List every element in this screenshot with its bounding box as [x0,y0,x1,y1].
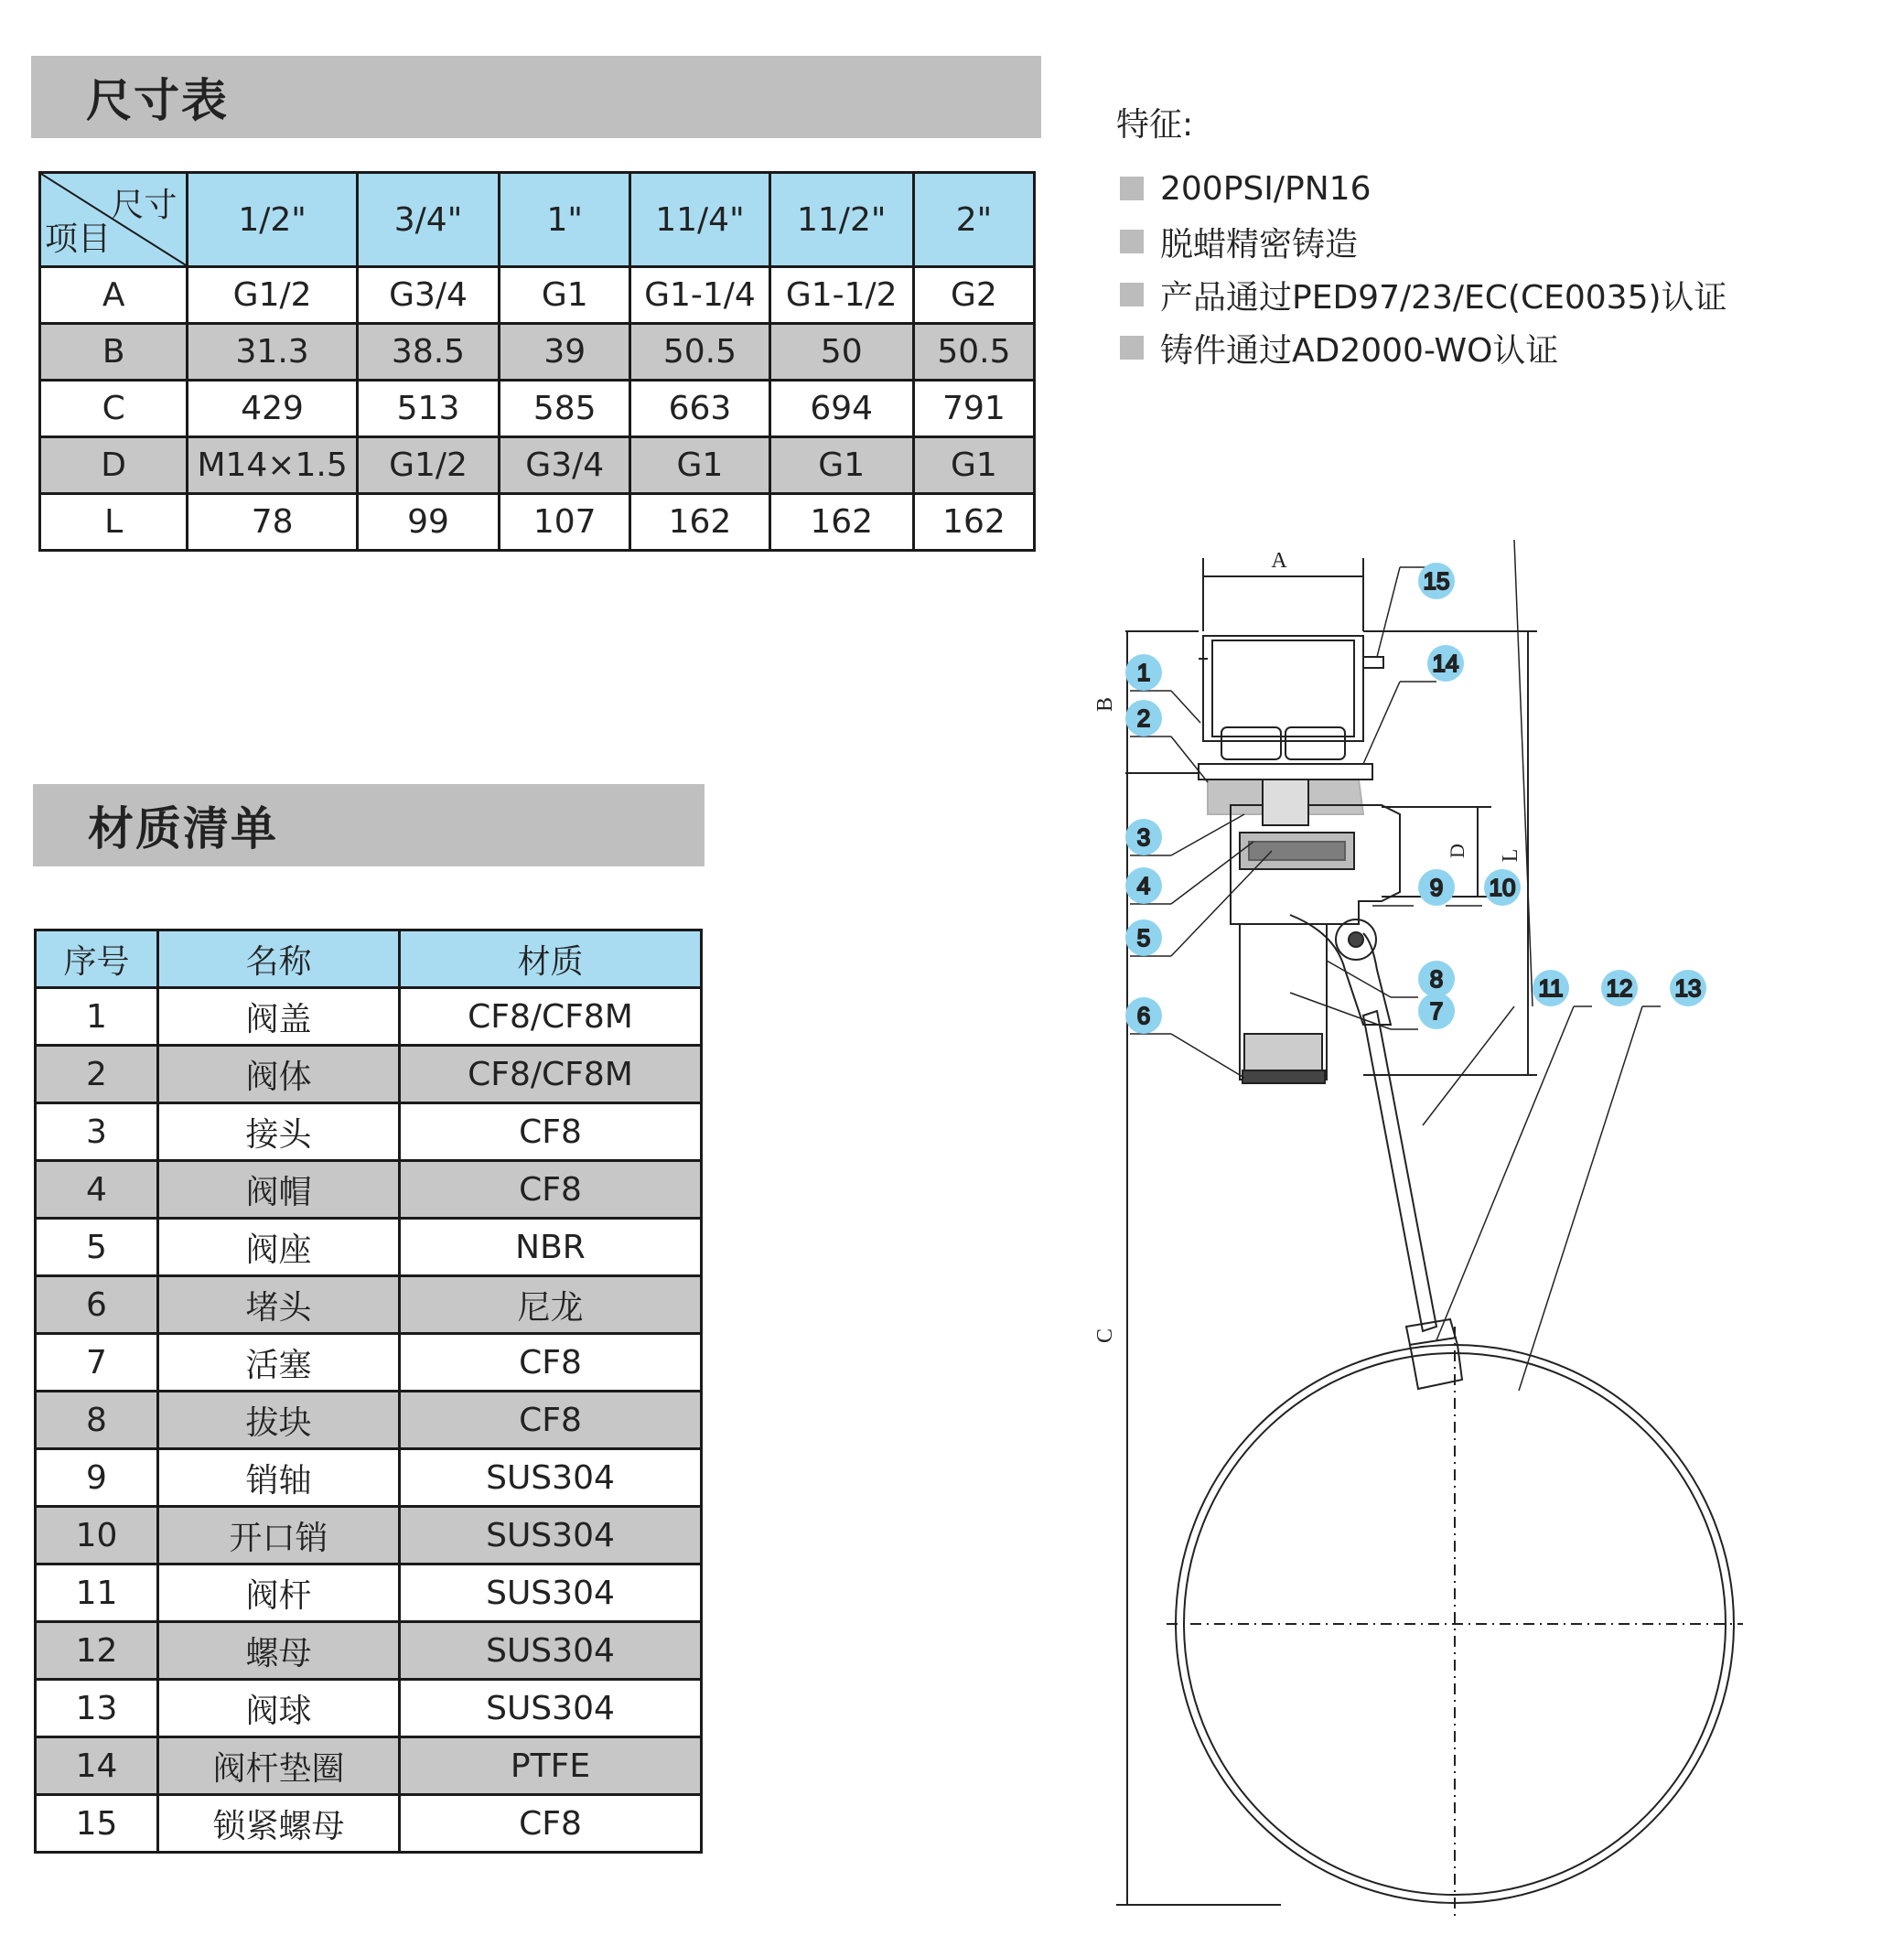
callout-1 [1125,654,1162,691]
table-cell: G1 [769,437,913,494]
table-cell: G1 [630,437,769,494]
table-cell: NBR [400,1219,702,1276]
table-cell: 15 [36,1795,158,1853]
row-label: A [40,267,188,324]
svg-text:2: 2 [1136,704,1151,732]
table-cell: 1 [36,988,158,1046]
svg-text:13: 13 [1674,974,1702,1002]
table-cell: 阀盖 [158,988,400,1046]
table-row [40,267,1035,324]
size-header: 2" [913,173,1034,267]
callout-8 [1418,961,1455,997]
table-cell: 尼龙 [400,1276,702,1334]
table-cell: 429 [188,381,358,437]
table-row [36,1737,702,1795]
table-cell: M14×1.5 [188,437,358,494]
column-header: 序号 [36,930,158,988]
table-cell: SUS304 [400,1564,702,1622]
table-row [36,1161,702,1219]
table-row [36,988,702,1046]
table-cell: 堵头 [158,1276,400,1334]
table-cell: G3/4 [500,437,630,494]
table-cell: G1-1/2 [769,267,913,324]
square-bullet-icon [1120,336,1144,360]
dimension-table-header [31,56,1041,138]
svg-text:14: 14 [1432,650,1459,677]
float-valve-drawing [1061,540,1793,1921]
size-header: 11/4" [630,173,769,267]
svg-text:5: 5 [1136,924,1151,951]
table-row [36,1276,702,1334]
table-cell: 38.5 [357,324,499,381]
row-label: D [40,437,188,494]
size-header: 1" [500,173,630,267]
svg-text:3: 3 [1136,823,1151,851]
table-cell: 791 [913,381,1034,437]
table-cell: G1-1/4 [630,267,769,324]
table-cell: 活塞 [158,1334,400,1392]
materials-table-title: 材质清单 [88,802,278,855]
table-cell: 6 [36,1276,158,1334]
callout-12 [1601,970,1638,1006]
size-header: 11/2" [769,173,913,267]
callout-6 [1125,997,1162,1034]
table-cell: 50.5 [913,324,1034,381]
feature-item [1116,321,1727,374]
table-cell: 锁紧螺母 [158,1795,400,1853]
lever-block-shape [1290,915,1391,1025]
dim-label-c: C [1093,1328,1117,1344]
table-cell: G1/2 [188,267,358,324]
table-cell: 阀体 [158,1046,400,1103]
table-row [36,1795,702,1853]
dim-label-d: D [1446,844,1468,858]
table-row [36,1622,702,1680]
table-cell: 99 [357,494,499,551]
table-row [40,437,1035,494]
table-cell: 14 [36,1737,158,1795]
table-row [36,1449,702,1507]
callout-2 [1125,700,1162,736]
features-title: 特征: [1116,106,1194,144]
table-row [36,1392,702,1449]
table-cell: CF8/CF8M [400,988,702,1046]
table-row [36,1046,702,1103]
corner-item-label: 项目 [45,220,112,258]
valve-cap-shape [1203,636,1363,741]
feature-item [1116,215,1727,268]
feature-item [1116,268,1727,321]
table-cell: G3/4 [357,267,499,324]
table-row [40,381,1035,437]
table-cell: G1 [913,437,1034,494]
table-cell: 107 [500,494,630,551]
table-cell: 5 [36,1219,158,1276]
table-cell: 663 [630,381,769,437]
table-cell: 8 [36,1392,158,1449]
table-cell: SUS304 [400,1622,702,1680]
table-cell: 694 [769,381,913,437]
dim-label-a: A [1271,549,1287,573]
svg-text:12: 12 [1606,974,1633,1002]
svg-text:1: 1 [1136,659,1151,686]
callout-15 [1418,563,1455,599]
size-header: 3/4" [357,173,499,267]
callout-14 [1427,645,1464,682]
column-header: 名称 [158,930,400,988]
dimension-table-title: 尺寸表 [86,74,229,127]
table-cell: 39 [500,324,630,381]
table-cell: 162 [913,494,1034,551]
table-cell: 78 [188,494,358,551]
dim-label-b: B [1093,696,1117,713]
table-cell: 11 [36,1564,158,1622]
valve-rod-shape [1363,1011,1436,1331]
table-cell: CF8/CF8M [400,1046,702,1103]
feature-text: 200PSI/PN16 [1160,169,1372,208]
materials-table-header [33,784,705,866]
table-cell: 阀座 [158,1219,400,1276]
callout-11 [1533,970,1569,1006]
table-row [36,1680,702,1737]
svg-text:8: 8 [1429,965,1444,993]
corner-header-cell [40,173,188,267]
table-cell: 2 [36,1046,158,1103]
row-label: L [40,494,188,551]
table-cell: 3 [36,1103,158,1161]
features-list [1116,99,1727,374]
table-cell: 开口销 [158,1507,400,1564]
feature-text: 脱蜡精密铸造 [1160,225,1359,263]
table-cell: CF8 [400,1103,702,1161]
materials-table [34,929,703,1854]
table-cell: SUS304 [400,1449,702,1507]
feature-item [1116,162,1727,215]
callout-5 [1125,919,1162,956]
svg-text:11: 11 [1538,974,1564,1002]
table-cell: 162 [630,494,769,551]
callout-9 [1418,869,1455,906]
corner-size-label: 尺寸 [111,187,177,224]
table-cell: CF8 [400,1795,702,1853]
table-cell: SUS304 [400,1507,702,1564]
table-cell: 162 [769,494,913,551]
square-bullet-icon [1120,230,1144,253]
table-cell: 销轴 [158,1449,400,1507]
table-cell: 585 [500,381,630,437]
table-cell: CF8 [400,1334,702,1392]
flange-shape [1199,764,1372,779]
table-cell: 10 [36,1507,158,1564]
table-row [36,1103,702,1161]
svg-text:10: 10 [1489,874,1516,901]
table-cell: CF8 [400,1161,702,1219]
table-cell: 接头 [158,1103,400,1161]
callout-10 [1484,869,1521,906]
table-cell: G1 [500,267,630,324]
table-cell: 13 [36,1680,158,1737]
table-cell: 9 [36,1449,158,1507]
table-row [40,494,1035,551]
column-header: 材质 [400,930,702,988]
table-cell: SUS304 [400,1680,702,1737]
table-row [36,1507,702,1564]
svg-text:15: 15 [1423,567,1450,595]
table-cell: G1/2 [357,437,499,494]
table-cell: 50 [769,324,913,381]
table-cell: G2 [913,267,1034,324]
table-cell: 阀球 [158,1680,400,1737]
lock-nut-shape [1221,727,1281,759]
table-cell: 7 [36,1334,158,1392]
dim-label-l: L [1499,848,1522,863]
table-cell: PTFE [400,1737,702,1795]
table-row [36,1219,702,1276]
svg-text:6: 6 [1136,1002,1151,1029]
table-cell: 31.3 [188,324,358,381]
table-cell: 拔块 [158,1392,400,1449]
table-cell: 12 [36,1622,158,1680]
table-cell: 螺母 [158,1622,400,1680]
table-row [36,1334,702,1392]
feature-text: 铸件通过AD2000-WO认证 [1160,331,1559,370]
table-cell: 阀杆垫圈 [158,1737,400,1795]
callout-3 [1125,819,1162,855]
table-cell: 4 [36,1161,158,1219]
table-cell: 阀杆 [158,1564,400,1622]
row-label: C [40,381,188,437]
table-cell: CF8 [400,1392,702,1449]
table-row [36,1564,702,1622]
callout-4 [1125,867,1162,904]
table-cell: 阀帽 [158,1161,400,1219]
table-row [40,324,1035,381]
size-header: 1/2" [188,173,358,267]
svg-text:7: 7 [1429,997,1444,1025]
row-label: B [40,324,188,381]
square-bullet-icon [1120,283,1144,306]
callout-13 [1670,970,1706,1006]
square-bullet-icon [1120,177,1144,200]
table-cell: 50.5 [630,324,769,381]
callout-7 [1418,993,1455,1029]
table-cell: 513 [357,381,499,437]
svg-text:4: 4 [1136,872,1151,899]
svg-text:9: 9 [1429,874,1444,901]
dimension-table [38,171,1036,552]
feature-text: 产品通过PED97/23/EC(CE0035)认证 [1160,278,1727,317]
